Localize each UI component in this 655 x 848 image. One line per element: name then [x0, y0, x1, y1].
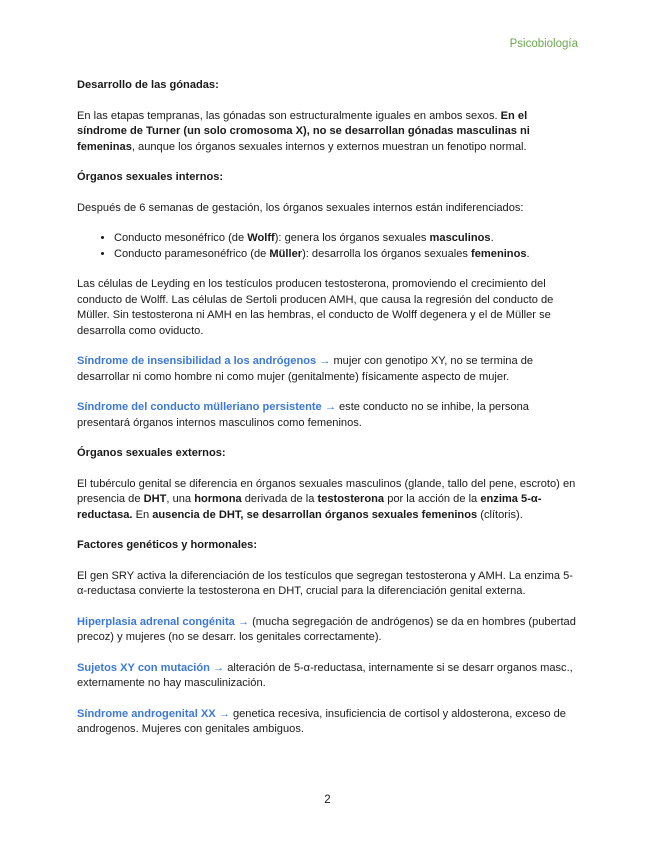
heading-factores: Factores genéticos y hormonales:: [77, 539, 258, 551]
term-androgenital-xx: Síndrome androgenital XX → genetica recesiva, insuficiencia de cortisol y aldosterona, exceso de androgenos. Mujeres con genitales ambiguos.: [77, 707, 566, 735]
page-number: 2: [324, 794, 331, 806]
bullet-muller: • Conducto paramesonéfrico (de Müller): desarrolla los órganos sexuales femeninos.: [114, 247, 577, 263]
paragraph-internos-intro: Después de 6 semanas de gestación, los órganos sexuales internos están indiferenciados:: [77, 201, 524, 214]
bullet-wolff: • Conducto mesonéfrico (de Wolff): genera los órganos sexuales masculinos.: [114, 231, 577, 247]
right-arrow-icon: →: [218, 707, 230, 720]
document-body: [77, 78, 577, 753]
term-sujetos-xy: Sujetos XY con mutación → alteración de 5-α-reductasa, internamente si se desarr organos masc., externamente no hay masculinización.: [77, 661, 573, 689]
right-arrow-icon: →: [319, 355, 331, 367]
term-hiperplasia-adrenal: Hiperplasia adrenal congénita → (mucha segregación de andrógenos) se da en hombres (pubertad precoz) y mujeres (no se desarr. los genitales correctamente).: [77, 615, 576, 643]
right-arrow-icon: →: [324, 401, 336, 413]
paragraph-gonadas: En las etapas tempranas, las gónadas son estructuralmente iguales en ambos sexos. En el síndrome de Turner (un solo cromosoma X), no se desarrollan gónadas masculinas ni femeninas, aunque los órganos sexuales internos y externos muestran un fenotipo normal.: [77, 109, 530, 153]
term-conducto-mulleriano: Síndrome del conducto mülleriano persistente → este conducto no se inhibe, la persona presentará órganos internos masculinos como femeninos.: [77, 401, 529, 429]
heading-organos-externos: Órganos sexuales externos:: [77, 447, 226, 459]
right-arrow-icon: →: [213, 661, 225, 674]
term-insensibilidad-androgenos: Síndrome de insensibilidad a los andrógenos → mujer con genotipo XY, no se termina de desarrollar ni como hombre ni como mujer (genitalmente) físicamente aspecto de mujer.: [77, 355, 534, 383]
paragraph-sry: El gen SRY activa la diferenciación de los testículos que segregan testosterona y AMH. La enzima 5-α-reductasa convierte la testosterona en DHT, crucial para la diferenciación genital externa.: [77, 569, 574, 597]
heading-organos-internos: Órganos sexuales internos:: [77, 171, 224, 183]
right-arrow-icon: →: [237, 615, 250, 628]
paragraph-externos: El tubérculo genital se diferencia en órganos sexuales masculinos (glande, tallo del pene, escroto) en presencia de DHT, una hormona derivada de la testosterona por la acción de la enzima 5-α-reductasa. En ausencia de DHT, se desarrollan órganos sexuales femeninos (clítoris).: [77, 477, 576, 521]
paragraph-leyding: Las células de Leyding en los testículos producen testosterona, promoviendo el crecimiento del conducto de Wolff. Las células de Sertoli producen AMH, que causa la regresión del conducto de Müller. Sin testosterona ni AMH en las hembras, el conducto de Wolff degenera y el de Müller se desarrolla como oviducto.: [77, 278, 554, 337]
heading-gonadas: Desarrollo de las gónadas:: [77, 79, 219, 91]
header-subject: Psicobiología: [509, 38, 578, 50]
bullet-list-conductos: [77, 231, 577, 262]
